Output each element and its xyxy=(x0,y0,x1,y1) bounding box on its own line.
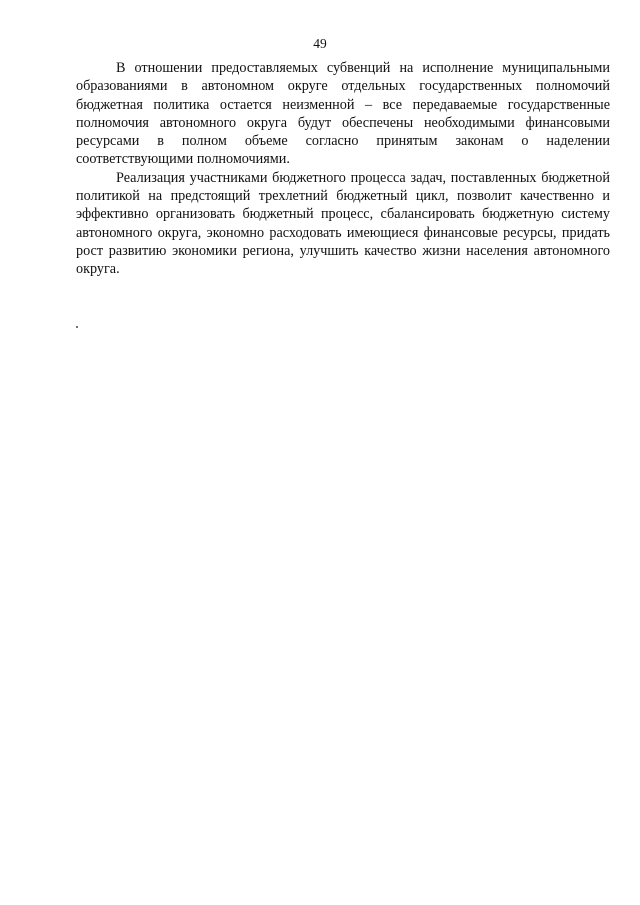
paragraph-budget-implementation: Реализация участниками бюджетного процесса задач, поставленных бюджетной политикой на предстоящий трехлетний бюджетный цикл, позволит качественно и эффективно организовать бюджетный процесс, сбалансировать бюджетную систему автономного округа, экономно расходовать имеющиеся финансовые ресурсы, придать рост развитию экономики региона, улучшить качество жизни населения автономного округа. xyxy=(76,169,610,278)
page-number: 49 xyxy=(313,36,327,51)
scan-speck xyxy=(76,326,78,328)
paragraph-subventions: В отношении предоставляемых субвенций на исполнение муниципальными образованиями в автономном округе отдельных государственных полномочий бюджетная политика остается неизменной – все передаваемые государственные полномочия автономного округа будут обеспечены необходимыми финансовыми ресурсами в полном объеме согласно принятым законам о наделении соответствующими полномочиями. xyxy=(76,60,610,168)
document-body xyxy=(76,59,610,279)
